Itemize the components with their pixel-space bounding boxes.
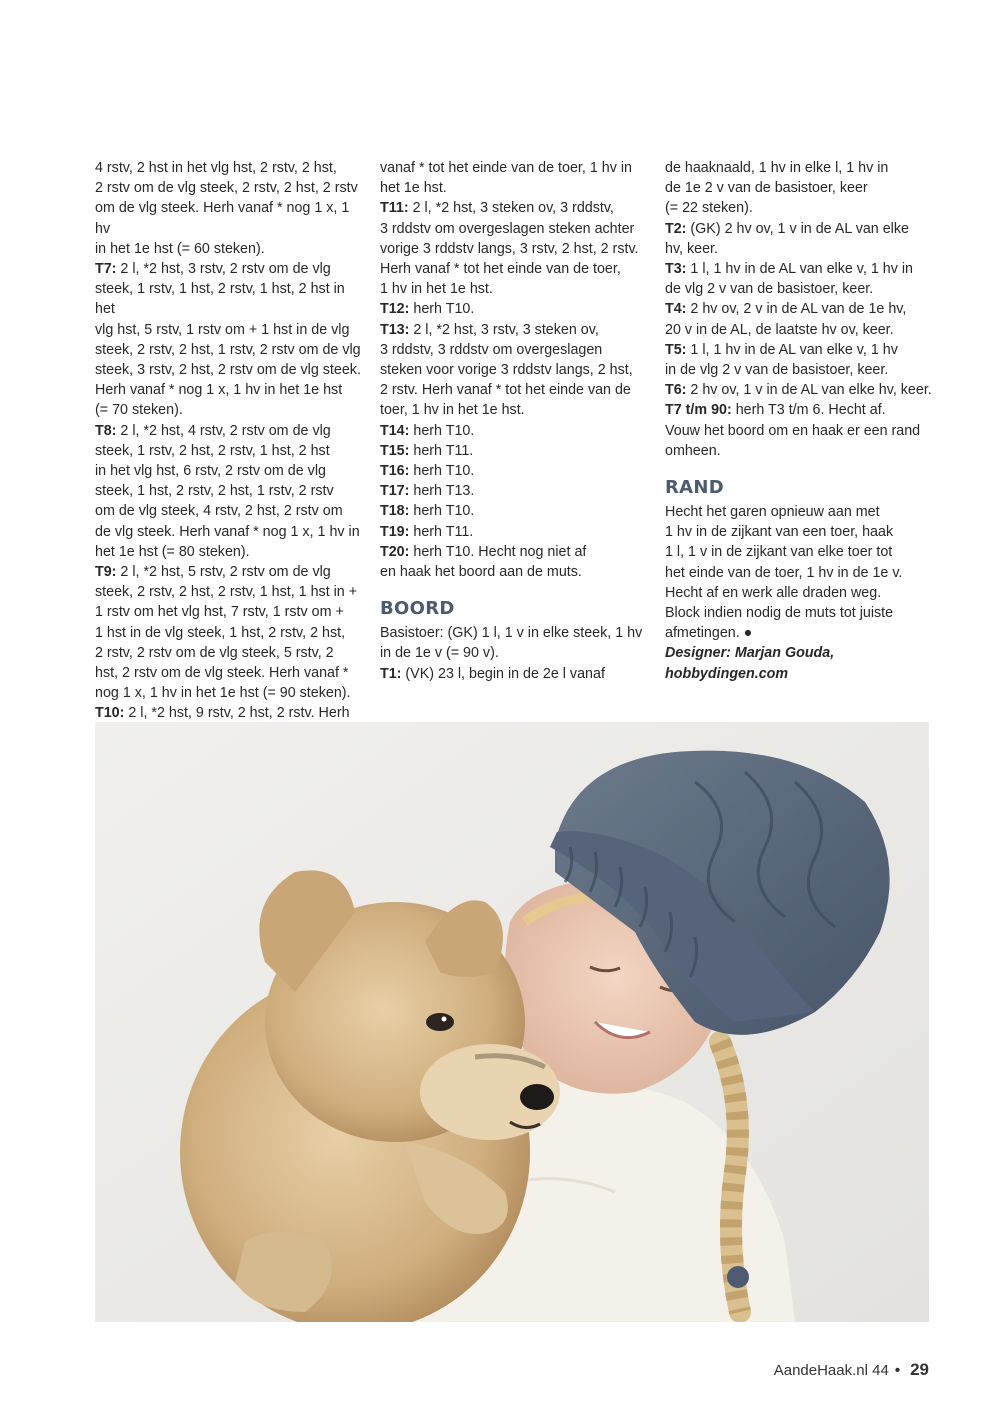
text-line [95,461,365,481]
text-line [380,380,645,400]
row-text: 2 l, *2 hst, 9 rstv, 2 hst, 2 rstv. Herh [124,705,350,722]
row-text: omheen. [665,442,721,459]
section-heading-rand: RAND [665,477,724,499]
text-line [380,259,645,279]
row-text: 20 v in de AL, de laatste hv ov, keer. [665,321,894,338]
row-text: 1 hv in het 1e hst. [380,281,493,298]
row-text: de 1e 2 v van de basistoer, keer [665,180,868,197]
text-line [380,279,645,299]
row-label: T12: [380,301,410,318]
text-line [95,400,365,420]
row-text: 1 rstv om het vlg hst, 7 rstv, 1 rstv om + [95,604,344,621]
text-line [380,340,645,360]
magazine-name: AandeHaak.nl 44 [773,1362,889,1379]
text-line [380,239,645,259]
row-label: T2: [665,220,687,237]
row-label: T17: [380,483,410,500]
row-text: 2 l, *2 hst, 4 rstv, 2 rstv om de vlg [116,422,331,439]
text-line [95,178,365,198]
pattern-rows-t10-t20 [380,158,645,582]
row-text: 4 rstv, 2 hst in het vlg hst, 2 rstv, 2 hst, [95,160,337,176]
row-text: herh T11. [409,523,474,540]
row-label: T19: [380,523,410,540]
row-text: toer, 1 hv in het 1e hst. [380,402,525,419]
text-line [380,562,645,582]
text-line [665,583,933,603]
text-line [380,481,645,501]
row-text: herh T13. [409,483,475,500]
text-line [95,582,365,602]
text-line [380,158,645,178]
designer-credit: Designer: Marjan Gouda, [665,645,835,662]
page-number: 29 [910,1360,929,1379]
text-line [95,542,365,562]
text-line [665,522,933,542]
row-label: T7 t/m 90: [665,402,732,419]
row-text: in het vlg hst, 6 rstv, 2 rstv om de vlg [95,463,326,480]
photo-illustration [95,722,929,1322]
text-line [665,259,933,279]
text-line [95,360,365,380]
row-text: herh T10. [409,503,475,520]
row-label: T1: [380,665,402,682]
text-line [665,219,933,239]
text-line [380,623,645,643]
text-line [380,522,645,542]
photo-woman-with-puppy [95,722,929,1322]
rand-instructions [665,502,933,643]
text-line [380,461,645,481]
row-text: (= 70 steken). [95,402,183,419]
row-text: hst, 2 rstv om de vlg steek. Herh vanaf * [95,665,349,682]
row-text: nog 1 x, 1 hv in het 1e hst (= 90 steken). [95,685,351,702]
row-label: T6: [665,382,687,399]
row-text: de vlg steek. Herh vanaf * nog 1 x, 1 hv in [95,523,360,540]
row-text: steek, 1 rstv, 2 hst, 2 rstv, 1 hst, 2 hst [95,442,330,459]
row-text: in de vlg 2 v van de basistoer, keer. [665,362,889,379]
text-line [95,421,365,441]
row-label: T15: [380,442,410,459]
row-text: om de vlg steek. Herh vanaf * nog 1 x, 1 hv [95,200,350,237]
row-text: en haak het boord aan de muts. [380,564,582,581]
row-text: in de 1e v (= 90 v). [380,645,499,662]
row-text: Vouw het boord om en haak er een rand [665,422,921,439]
text-column-3 [665,158,933,684]
text-line [665,441,933,461]
text-line [380,360,645,380]
text-line [95,623,365,643]
row-text: afmetingen. ● [665,625,753,642]
row-text: (GK) 2 hv ov, 1 v in de AL van elke [686,220,909,237]
text-line [665,502,933,522]
text-line [665,623,933,643]
boord-rows [665,158,933,461]
text-line [95,158,365,178]
row-text: steek, 2 rstv, 2 hst, 2 rstv, 1 hst, 1 hst in + [95,584,358,601]
text-column-2 [380,158,645,684]
row-text: 2 l, *2 hst, 3 steken ov, 3 rddstv, [408,200,614,217]
text-line [380,198,645,218]
row-text: om de vlg steek, 4 rstv, 2 hst, 2 rstv om [95,503,343,520]
text-line [95,198,365,238]
text-line [665,239,933,259]
text-column-1 [95,158,365,724]
row-text: 1 l, 1 hv in de AL van elke v, 1 hv [686,341,898,358]
text-line [95,663,365,683]
row-label: T13: [380,321,410,338]
text-line [380,542,645,562]
row-text: in het 1e hst (= 60 steken). [95,240,265,257]
text-line [95,481,365,501]
text-line [95,501,365,521]
text-line [95,683,365,703]
row-text: 3 rddstv om overgeslagen steken achter [380,220,635,237]
text-line [380,320,645,340]
row-text: (= 22 steken). [665,200,753,217]
row-label: T7: [95,261,117,278]
text-line [665,279,933,299]
row-text: 2 hv ov, 2 v in de AL van de 1e hv, [686,301,907,318]
row-text: 2 rstv om de vlg steek, 2 rstv, 2 hst, 2 rstv [95,180,358,197]
footer-separator: • [894,1362,901,1379]
row-text: steek, 2 rstv, 2 hst, 1 rstv, 2 rstv om de vlg [95,341,361,358]
text-line [380,219,645,239]
row-text: het 1e hst (= 80 steken). [95,543,250,560]
row-text: 1 l, 1 hv in de AL van elke v, 1 hv in [686,261,913,278]
text-line [380,421,645,441]
row-text: Hecht het garen opnieuw aan met [665,504,880,521]
boord-instructions [380,623,645,684]
row-text: Block indien nodig de muts tot juiste [665,605,894,622]
text-line [665,421,933,441]
text-line [380,441,645,461]
row-text: 2 rstv. Herh vanaf * tot het einde van de [380,382,631,399]
row-text: de haaknaald, 1 hv in elke l, 1 hv in [665,160,889,176]
text-line [380,664,645,684]
text-line [380,501,645,521]
text-line [665,542,933,562]
text-line [95,441,365,461]
row-label: T14: [380,422,410,439]
row-label: T4: [665,301,687,318]
designer-website: hobbydingen.com [665,665,789,682]
text-line [665,340,933,360]
row-text: 2 rstv, 2 rstv om de vlg steek, 5 rstv, 2 [95,644,334,661]
text-line [665,360,933,380]
text-line [665,380,933,400]
row-text: 1 hst in de vlg steek, 1 hst, 2 rstv, 2 hst, [95,624,346,641]
text-line [95,320,365,340]
row-text: herh T3 t/m 6. Hecht af. [731,402,886,419]
row-text: herh T10. [409,422,475,439]
row-text: steek, 1 rstv, 1 hst, 2 rstv, 1 hst, 2 hst in het [95,281,345,318]
text-line [95,602,365,622]
row-text: herh T10. [409,301,475,318]
row-text: Basistoer: (GK) 1 l, 1 v in elke steek, 1 hv [380,625,643,642]
text-line [665,400,933,420]
text-line [95,562,365,582]
row-text: (VK) 23 l, begin in de 2e l vanaf [401,665,605,682]
row-text: 1 l, 1 v in de zijkant van elke toer tot [665,544,893,561]
text-line [665,603,933,623]
text-line [380,299,645,319]
text-line [665,563,933,583]
text-line [380,643,645,663]
row-text: 3 rddstv, 3 rddstv om overgeslagen [380,341,603,358]
text-line [380,400,645,420]
text-line [95,522,365,542]
row-label: T20: [380,543,410,560]
row-text: herh T11. [409,442,474,459]
row-text: vorige 3 rddstv langs, 3 rstv, 2 hst, 2 rstv. [380,240,639,257]
section-heading-boord: BOORD [380,598,455,620]
text-line [95,643,365,663]
text-line [95,259,365,279]
text-line [665,198,933,218]
text-line [665,320,933,340]
text-line [95,703,365,723]
row-text: 2 hv ov, 1 v in de AL van elke hv, keer. [686,382,932,399]
row-text: het 1e hst. [380,180,447,197]
row-text: herh T10. [409,463,475,480]
row-text: 2 l, *2 hst, 3 rstv, 2 rstv om de vlg [116,261,331,278]
text-line [95,279,365,319]
row-label: T18: [380,503,410,520]
row-label: T10: [95,705,125,722]
text-line [665,178,933,198]
row-text: Hecht af en werk alle draden weg. [665,584,882,601]
row-text: steek, 3 rstv, 2 hst, 2 rstv om de vlg steek. [95,362,361,379]
row-text: hv, keer. [665,240,718,257]
row-label: T11: [380,200,409,217]
row-label: T3: [665,261,687,278]
row-label: T9: [95,564,117,581]
row-text: de vlg 2 v van de basistoer, keer. [665,281,874,298]
row-text: herh T10. Hecht nog niet af [409,543,587,560]
row-text: het einde van de toer, 1 hv in de 1e v. [665,564,903,581]
row-label: T8: [95,422,117,439]
row-label: T16: [380,463,410,480]
row-text: 2 l, *2 hst, 5 rstv, 2 rstv om de vlg [116,564,331,581]
text-line [665,299,933,319]
row-text: vanaf * tot het einde van de toer, 1 hv in [380,160,632,176]
page-footer [774,1360,929,1380]
row-text: 2 l, *2 hst, 3 rstv, 3 steken ov, [409,321,599,338]
row-text: Herh vanaf * tot het einde van de toer, [380,261,621,278]
row-text: vlg hst, 5 rstv, 1 rstv om + 1 hst in de vlg [95,321,350,338]
text-line [95,239,365,259]
row-text: steek, 1 hst, 2 rstv, 2 hst, 1 rstv, 2 rstv [95,483,334,500]
text-line [95,380,365,400]
text-line [665,158,933,178]
row-text: Herh vanaf * nog 1 x, 1 hv in het 1e hst [95,382,343,399]
text-line [95,340,365,360]
text-line [380,178,645,198]
row-text: steken voor vorige 3 rddstv langs, 2 hst, [380,362,633,379]
row-text: 1 hv in de zijkant van een toer, haak [665,524,894,541]
row-label: T5: [665,341,687,358]
